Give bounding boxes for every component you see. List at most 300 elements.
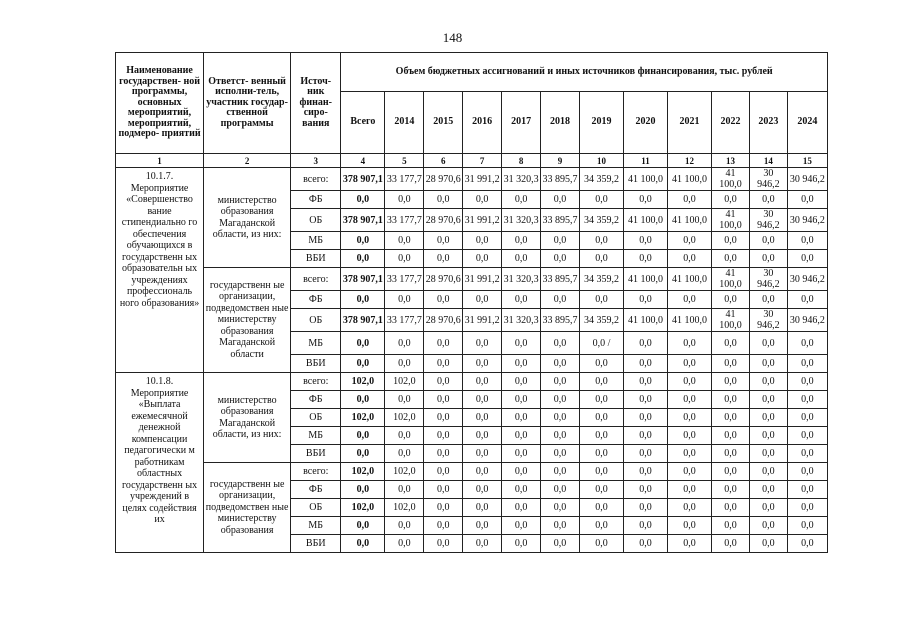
value-cell: 0,0 [463, 191, 502, 209]
value-cell: 0,0 [579, 291, 623, 309]
source-cell: ВБИ [291, 250, 341, 268]
value-cell: 0,0 [624, 191, 668, 209]
value-cell: 0,0 [624, 445, 668, 463]
responsible-cell: министерство образования Магаданской области, из них: [204, 168, 291, 268]
value-cell: 0,0 [787, 409, 827, 427]
value-cell: 0,0 [502, 463, 541, 481]
column-number: 13 [712, 154, 750, 168]
value-cell: 34 359,2 [579, 209, 623, 232]
total-cell: 0,0 [341, 445, 385, 463]
value-cell: 41 100,0 [624, 268, 668, 291]
value-cell: 0,0 [463, 499, 502, 517]
value-cell: 0,0 [749, 463, 787, 481]
header-year: 2018 [541, 92, 580, 154]
value-cell: 0,0 [385, 355, 424, 373]
source-cell: ВБИ [291, 535, 341, 553]
column-number: 15 [787, 154, 827, 168]
value-cell: 0,0 [424, 427, 463, 445]
value-cell: 0,0 [385, 427, 424, 445]
value-cell: 0,0 [712, 355, 750, 373]
value-cell: 0,0 [712, 291, 750, 309]
total-cell: 0,0 [341, 250, 385, 268]
value-cell: 0,0 [424, 535, 463, 553]
column-number: 1 [116, 154, 204, 168]
value-cell: 0,0 [787, 373, 827, 391]
value-cell: 0,0 [712, 232, 750, 250]
value-cell: 41 100,0 [624, 209, 668, 232]
value-cell: 31 320,3 [502, 209, 541, 232]
value-cell: 0,0 [749, 332, 787, 355]
value-cell: 0,0 [624, 232, 668, 250]
value-cell: 0,0 [787, 355, 827, 373]
table-row [116, 373, 828, 391]
value-cell: 28 970,6 [424, 168, 463, 191]
value-cell: 0,0 [579, 232, 623, 250]
value-cell: 0,0 [463, 427, 502, 445]
value-cell: 0,0 [424, 499, 463, 517]
value-cell: 0,0 [463, 535, 502, 553]
value-cell: 0,0 [424, 355, 463, 373]
value-cell: 41 100,0 [712, 168, 750, 191]
value-cell: 0,0 [712, 427, 750, 445]
value-cell: 0,0 [541, 191, 580, 209]
column-number: 3 [291, 154, 341, 168]
value-cell: 0,0 [749, 535, 787, 553]
value-cell: 30 946,2 [749, 168, 787, 191]
value-cell: 0,0 [385, 191, 424, 209]
responsible-cell: государственн ые организации, подведомствен ные министерству образования Магаданской области [204, 268, 291, 373]
value-cell: 0,0 [502, 517, 541, 535]
total-cell: 0,0 [341, 535, 385, 553]
table-row [116, 168, 828, 191]
source-cell: ВБИ [291, 355, 341, 373]
total-cell: 378 907,1 [341, 268, 385, 291]
value-cell: 0,0 [385, 535, 424, 553]
value-cell: 31 991,2 [463, 268, 502, 291]
header-year: 2021 [668, 92, 712, 154]
program-name-cell: 10.1.8. Мероприятие «Выплата ежемесячной денежной компенсации педагогически м работникам областных государственн ых учреждений в целях содействия их [116, 373, 204, 553]
value-cell: 0,0 [463, 355, 502, 373]
value-cell: 0,0 [668, 499, 712, 517]
value-cell: 0,0 [668, 291, 712, 309]
value-cell: 0,0 [502, 499, 541, 517]
value-cell: 0,0 [502, 409, 541, 427]
value-cell: 0,0 [424, 191, 463, 209]
value-cell: 41 100,0 [624, 168, 668, 191]
value-cell: 0,0 [463, 517, 502, 535]
value-cell: 0,0 [541, 499, 580, 517]
header-year: 2020 [624, 92, 668, 154]
value-cell: 0,0 [385, 445, 424, 463]
column-number: 9 [541, 154, 580, 168]
value-cell: 0,0 [541, 409, 580, 427]
header-year: 2024 [787, 92, 827, 154]
value-cell: 0,0 [424, 481, 463, 499]
value-cell: 0,0 [579, 409, 623, 427]
value-cell: 41 100,0 [712, 309, 750, 332]
source-cell: ФБ [291, 391, 341, 409]
value-cell: 0,0 [624, 409, 668, 427]
value-cell: 0,0 [424, 517, 463, 535]
value-cell: 0,0 [502, 291, 541, 309]
value-cell: 0,0 [579, 535, 623, 553]
value-cell: 30 946,2 [787, 309, 827, 332]
value-cell: 0,0 [787, 499, 827, 517]
value-cell: 0,0 [502, 427, 541, 445]
value-cell: 31 991,2 [463, 209, 502, 232]
value-cell: 0,0 [502, 535, 541, 553]
value-cell: 0,0 [502, 481, 541, 499]
value-cell: 0,0 [463, 481, 502, 499]
value-cell: 0,0 [502, 232, 541, 250]
value-cell: 0,0 [749, 250, 787, 268]
value-cell: 0,0 [712, 409, 750, 427]
value-cell: 0,0 [541, 445, 580, 463]
header-funding: Объем бюджетных ассигнований и иных источников финансирования, тыс. рублей [341, 53, 828, 92]
total-cell: 378 907,1 [341, 168, 385, 191]
value-cell: 0,0 [424, 391, 463, 409]
column-number: 7 [463, 154, 502, 168]
program-name-cell: 10.1.7. Мероприятие «Совершенство вание стипендиально го обеспечения обучающихся в государственн ых образовательн ых учреждениях профессиональ ного образования» [116, 168, 204, 373]
value-cell: 41 100,0 [624, 309, 668, 332]
value-cell: 0,0 [385, 250, 424, 268]
value-cell: 30 946,2 [749, 268, 787, 291]
value-cell: 34 359,2 [579, 268, 623, 291]
total-cell: 378 907,1 [341, 209, 385, 232]
value-cell: 0,0 [749, 373, 787, 391]
source-cell: ФБ [291, 191, 341, 209]
value-cell: 33 895,7 [541, 309, 580, 332]
value-cell: 33 177,7 [385, 309, 424, 332]
value-cell: 0,0 [385, 291, 424, 309]
value-cell: 0,0 [541, 232, 580, 250]
value-cell: 31 991,2 [463, 168, 502, 191]
page-number: 148 [442, 30, 463, 45]
value-cell: 0,0 [463, 291, 502, 309]
value-cell: 0,0 [749, 445, 787, 463]
value-cell: 0,0 [463, 373, 502, 391]
value-cell: 30 946,2 [787, 209, 827, 232]
total-cell: 0,0 [341, 291, 385, 309]
value-cell: 0,0 [385, 481, 424, 499]
value-cell: 0,0 [463, 332, 502, 355]
source-cell: ФБ [291, 481, 341, 499]
value-cell: 0,0 [787, 463, 827, 481]
value-cell: 0,0 [787, 232, 827, 250]
value-cell: 0,0 [385, 332, 424, 355]
total-cell: 102,0 [341, 373, 385, 391]
value-cell: 0,0 [749, 481, 787, 499]
value-cell: 0,0 [385, 517, 424, 535]
value-cell: 0,0 [712, 463, 750, 481]
value-cell: 41 100,0 [668, 309, 712, 332]
value-cell: 0,0 [668, 250, 712, 268]
value-cell: 0,0 [579, 250, 623, 268]
total-cell: 378 907,1 [341, 309, 385, 332]
source-cell: ФБ [291, 291, 341, 309]
column-number: 11 [624, 154, 668, 168]
value-cell: 0,0 [668, 391, 712, 409]
value-cell: 0,0 [668, 535, 712, 553]
value-cell: 0,0 [502, 191, 541, 209]
value-cell: 0,0 [712, 250, 750, 268]
header-year-total: Всего [341, 92, 385, 154]
value-cell: 0,0 [624, 355, 668, 373]
value-cell: 0,0 [712, 391, 750, 409]
value-cell: 0,0 [579, 445, 623, 463]
table-row [116, 463, 828, 481]
value-cell: 0,0 [502, 332, 541, 355]
value-cell: 31 991,2 [463, 309, 502, 332]
value-cell: 0,0 [424, 332, 463, 355]
value-cell: 0,0 [668, 373, 712, 391]
responsible-cell: министерство образования Магаданской области, из них: [204, 373, 291, 463]
source-cell: ОБ [291, 409, 341, 427]
value-cell: 0,0 [385, 391, 424, 409]
total-cell: 0,0 [341, 332, 385, 355]
value-cell: 102,0 [385, 499, 424, 517]
column-number: 2 [204, 154, 291, 168]
value-cell: 0,0 [668, 427, 712, 445]
value-cell: 0,0 [502, 355, 541, 373]
responsible-cell: государственн ые организации, подведомствен ные министерству образования [204, 463, 291, 553]
column-index-row [116, 154, 828, 168]
value-cell: 33 177,7 [385, 168, 424, 191]
total-cell: 102,0 [341, 409, 385, 427]
value-cell: 41 100,0 [668, 268, 712, 291]
value-cell: 33 895,7 [541, 209, 580, 232]
value-cell: 30 946,2 [787, 268, 827, 291]
value-cell: 0,0 [463, 445, 502, 463]
value-cell: 41 100,0 [712, 209, 750, 232]
total-cell: 102,0 [341, 463, 385, 481]
value-cell: 0,0 [579, 517, 623, 535]
value-cell: 30 946,2 [749, 309, 787, 332]
value-cell: 0,0 [749, 499, 787, 517]
value-cell: 0,0 [424, 409, 463, 427]
value-cell: 33 177,7 [385, 268, 424, 291]
value-cell: 31 320,3 [502, 309, 541, 332]
value-cell: 0,0 [579, 355, 623, 373]
value-cell: 0,0 [624, 517, 668, 535]
value-cell: 31 320,3 [502, 168, 541, 191]
value-cell: 0,0 [541, 517, 580, 535]
value-cell: 0,0 [787, 517, 827, 535]
header-row-top [116, 53, 828, 92]
value-cell: 0,0 [541, 535, 580, 553]
value-cell: 0,0 [668, 355, 712, 373]
total-cell: 0,0 [341, 481, 385, 499]
value-cell: 0,0 [624, 332, 668, 355]
value-cell: 0,0 [787, 535, 827, 553]
value-cell: 0,0 / [579, 332, 623, 355]
value-cell: 0,0 [712, 517, 750, 535]
value-cell: 31 320,3 [502, 268, 541, 291]
source-cell: МБ [291, 232, 341, 250]
value-cell: 0,0 [541, 463, 580, 481]
value-cell: 0,0 [463, 409, 502, 427]
value-cell: 0,0 [502, 391, 541, 409]
value-cell: 33 895,7 [541, 168, 580, 191]
header-responsible: Ответст- венный исполни-тель, участник государ- ственной программы [204, 53, 291, 154]
value-cell: 0,0 [579, 391, 623, 409]
source-cell: всего: [291, 168, 341, 191]
value-cell: 41 100,0 [668, 168, 712, 191]
value-cell: 0,0 [579, 499, 623, 517]
value-cell: 0,0 [712, 499, 750, 517]
column-number: 10 [579, 154, 623, 168]
column-number: 8 [502, 154, 541, 168]
column-number: 6 [424, 154, 463, 168]
value-cell: 33 895,7 [541, 268, 580, 291]
value-cell: 0,0 [712, 445, 750, 463]
value-cell: 0,0 [502, 250, 541, 268]
value-cell: 41 100,0 [712, 268, 750, 291]
value-cell: 33 177,7 [385, 209, 424, 232]
value-cell: 0,0 [579, 427, 623, 445]
value-cell: 41 100,0 [668, 209, 712, 232]
value-cell: 102,0 [385, 463, 424, 481]
value-cell: 0,0 [385, 232, 424, 250]
value-cell: 0,0 [668, 409, 712, 427]
value-cell: 0,0 [624, 291, 668, 309]
total-cell: 102,0 [341, 499, 385, 517]
total-cell: 0,0 [341, 427, 385, 445]
value-cell: 0,0 [749, 427, 787, 445]
value-cell: 0,0 [463, 463, 502, 481]
value-cell: 0,0 [541, 291, 580, 309]
source-cell: ОБ [291, 209, 341, 232]
source-cell: МБ [291, 517, 341, 535]
value-cell: 0,0 [749, 291, 787, 309]
value-cell: 0,0 [463, 232, 502, 250]
value-cell: 0,0 [787, 427, 827, 445]
value-cell: 0,0 [668, 332, 712, 355]
column-number: 12 [668, 154, 712, 168]
value-cell: 0,0 [749, 391, 787, 409]
value-cell: 0,0 [541, 250, 580, 268]
source-cell: ОБ [291, 309, 341, 332]
value-cell: 0,0 [668, 232, 712, 250]
total-cell: 0,0 [341, 232, 385, 250]
value-cell: 28 970,6 [424, 209, 463, 232]
budget-table [115, 52, 828, 553]
value-cell: 0,0 [749, 232, 787, 250]
value-cell: 0,0 [424, 463, 463, 481]
value-cell: 0,0 [787, 191, 827, 209]
header-year: 2014 [385, 92, 424, 154]
header-year: 2019 [579, 92, 623, 154]
value-cell: 0,0 [502, 373, 541, 391]
value-cell: 34 359,2 [579, 168, 623, 191]
header-year: 2015 [424, 92, 463, 154]
value-cell: 102,0 [385, 373, 424, 391]
value-cell: 0,0 [624, 427, 668, 445]
source-cell: всего: [291, 373, 341, 391]
value-cell: 0,0 [541, 391, 580, 409]
value-cell: 0,0 [668, 481, 712, 499]
total-cell: 0,0 [341, 355, 385, 373]
value-cell: 0,0 [424, 445, 463, 463]
header-year: 2017 [502, 92, 541, 154]
value-cell: 0,0 [424, 232, 463, 250]
value-cell: 0,0 [541, 427, 580, 445]
value-cell: 0,0 [579, 463, 623, 481]
table-row [116, 268, 828, 291]
value-cell: 30 946,2 [749, 209, 787, 232]
value-cell: 0,0 [624, 373, 668, 391]
value-cell: 0,0 [712, 535, 750, 553]
source-cell: всего: [291, 463, 341, 481]
value-cell: 0,0 [624, 250, 668, 268]
value-cell: 0,0 [541, 355, 580, 373]
value-cell: 0,0 [463, 391, 502, 409]
value-cell: 0,0 [749, 191, 787, 209]
value-cell: 0,0 [624, 499, 668, 517]
header-year: 2022 [712, 92, 750, 154]
value-cell: 0,0 [463, 250, 502, 268]
value-cell: 0,0 [424, 291, 463, 309]
value-cell: 0,0 [579, 373, 623, 391]
header-year: 2016 [463, 92, 502, 154]
value-cell: 0,0 [624, 391, 668, 409]
header-program: Наименование государствен- ной программы, основных мероприятий, мероприятий, подмеро- приятий [116, 53, 204, 154]
value-cell: 34 359,2 [579, 309, 623, 332]
value-cell: 0,0 [624, 535, 668, 553]
value-cell: 0,0 [624, 463, 668, 481]
value-cell: 0,0 [541, 373, 580, 391]
source-cell: МБ [291, 427, 341, 445]
value-cell: 0,0 [668, 445, 712, 463]
value-cell: 0,0 [787, 250, 827, 268]
value-cell: 0,0 [579, 481, 623, 499]
value-cell: 0,0 [502, 445, 541, 463]
value-cell: 0,0 [749, 355, 787, 373]
value-cell: 0,0 [787, 332, 827, 355]
value-cell: 0,0 [749, 517, 787, 535]
value-cell: 0,0 [668, 191, 712, 209]
value-cell: 0,0 [424, 373, 463, 391]
total-cell: 0,0 [341, 517, 385, 535]
value-cell: 0,0 [579, 191, 623, 209]
value-cell: 0,0 [712, 481, 750, 499]
value-cell: 0,0 [712, 332, 750, 355]
value-cell: 0,0 [787, 481, 827, 499]
header-year: 2023 [749, 92, 787, 154]
value-cell: 0,0 [787, 291, 827, 309]
header-source: Источ- ник финан- сиро- вания [291, 53, 341, 154]
value-cell: 0,0 [712, 191, 750, 209]
column-number: 14 [749, 154, 787, 168]
value-cell: 30 946,2 [787, 168, 827, 191]
source-cell: МБ [291, 332, 341, 355]
value-cell: 0,0 [668, 517, 712, 535]
value-cell: 0,0 [541, 332, 580, 355]
column-number: 4 [341, 154, 385, 168]
source-cell: всего: [291, 268, 341, 291]
value-cell: 28 970,6 [424, 309, 463, 332]
total-cell: 0,0 [341, 191, 385, 209]
value-cell: 0,0 [424, 250, 463, 268]
total-cell: 0,0 [341, 391, 385, 409]
column-number: 5 [385, 154, 424, 168]
source-cell: ВБИ [291, 445, 341, 463]
value-cell: 0,0 [749, 409, 787, 427]
value-cell: 102,0 [385, 409, 424, 427]
source-cell: ОБ [291, 499, 341, 517]
value-cell: 0,0 [787, 391, 827, 409]
value-cell: 0,0 [668, 463, 712, 481]
